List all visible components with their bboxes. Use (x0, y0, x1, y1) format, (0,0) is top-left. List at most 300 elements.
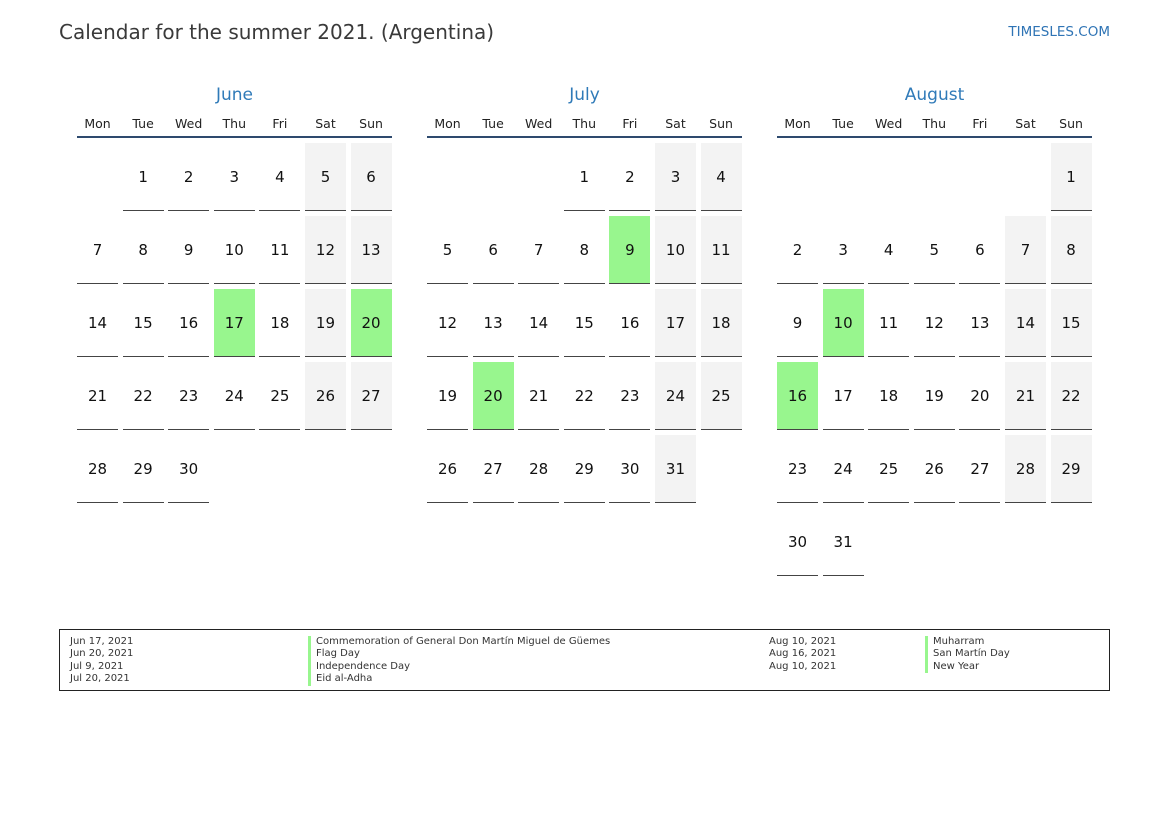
day-cell (259, 216, 300, 289)
day-number: 3 (838, 240, 848, 259)
day-number: 18 (701, 289, 742, 356)
day-underline (518, 356, 559, 357)
day-number: 24 (655, 362, 696, 429)
day-number: 30 (787, 532, 808, 551)
legend-holiday-name: New Year (925, 661, 1010, 673)
legend-date: Jul 9, 2021 (70, 660, 124, 672)
day-number: 2 (625, 167, 635, 186)
legend-names-left (308, 636, 610, 686)
day-underline (959, 502, 1000, 503)
day-underline (564, 429, 605, 430)
weekday-label: Fri (272, 116, 288, 131)
day-cell (701, 362, 742, 435)
day-cell (351, 216, 392, 289)
day-number: 12 (305, 216, 346, 283)
weekday-label: Thu (572, 116, 597, 131)
day-cell (777, 508, 818, 581)
months-container (77, 84, 1092, 584)
day-number: 13 (351, 216, 392, 283)
day-number: 25 (270, 386, 290, 405)
day-underline (351, 356, 392, 357)
day-number: 29 (574, 459, 594, 478)
day-grid (777, 143, 1092, 581)
day-cell (564, 143, 605, 216)
day-underline (473, 429, 514, 430)
day-cell (609, 362, 650, 435)
day-number: 21 (529, 386, 549, 405)
day-underline (655, 502, 696, 503)
day-number: 7 (92, 240, 103, 259)
day-cell (914, 216, 955, 289)
day-number: 1 (579, 167, 590, 186)
day-underline (868, 502, 909, 503)
day-number: 18 (879, 386, 899, 405)
month-title: August (904, 85, 965, 105)
day-cell (305, 143, 346, 216)
day-underline (77, 283, 118, 284)
empty-day-cell (823, 143, 864, 216)
day-number: 26 (305, 362, 346, 429)
day-cell (1051, 435, 1092, 508)
holiday-day-cell (777, 362, 818, 435)
day-underline (959, 429, 1000, 430)
day-number: 2 (792, 240, 803, 259)
day-number: 2 (183, 167, 194, 186)
day-underline (609, 210, 650, 211)
day-number: 27 (970, 459, 990, 478)
day-number: 7 (1005, 216, 1046, 283)
day-cell (823, 435, 864, 508)
day-cell (609, 289, 650, 362)
day-number: 20 (351, 289, 392, 356)
day-cell (1051, 216, 1092, 289)
weekday-header (77, 116, 392, 138)
day-underline (168, 283, 209, 284)
day-cell (1051, 143, 1092, 216)
day-cell (1051, 362, 1092, 435)
holiday-day-cell (823, 289, 864, 362)
weekday-header (427, 116, 742, 138)
day-number: 14 (1005, 289, 1046, 356)
day-cell (77, 216, 118, 289)
day-number: 26 (437, 459, 458, 478)
day-cell (655, 143, 696, 216)
day-cell (427, 216, 468, 289)
day-cell (959, 435, 1000, 508)
day-underline (305, 210, 346, 211)
day-underline (959, 356, 1000, 357)
day-underline (823, 429, 864, 430)
holiday-legend (59, 629, 1110, 691)
day-number: 25 (879, 459, 899, 478)
day-number: 23 (787, 459, 808, 478)
legend-holiday-name: Commemoration of General Don Martín Miguel de Güemes (308, 636, 610, 648)
day-cell (959, 362, 1000, 435)
day-cell (959, 289, 1000, 362)
day-cell (564, 289, 605, 362)
day-number: 3 (655, 143, 696, 210)
day-cell (823, 216, 864, 289)
day-number: 19 (437, 386, 458, 405)
empty-day-cell (518, 143, 559, 216)
legend-date: Jun 17, 2021 (70, 636, 134, 647)
day-underline (777, 502, 818, 503)
day-number: 31 (833, 532, 853, 551)
day-cell (868, 289, 909, 362)
day-number: 26 (924, 459, 944, 478)
legend-date: Jun 20, 2021 (70, 648, 134, 660)
day-number: 5 (929, 240, 940, 259)
empty-day-cell (868, 143, 909, 216)
weekday-label: Mon (84, 116, 111, 131)
day-underline (77, 502, 118, 503)
weekday-label: Sun (709, 116, 733, 131)
legend-holiday-name: Flag Day (308, 648, 610, 660)
day-number: 28 (87, 459, 108, 478)
day-cell (259, 289, 300, 362)
day-number: 27 (483, 459, 503, 478)
day-underline (823, 575, 864, 576)
day-number: 7 (533, 240, 544, 259)
day-underline (1051, 502, 1092, 503)
day-underline (259, 283, 300, 284)
day-underline (609, 429, 650, 430)
day-underline (823, 283, 864, 284)
day-cell (305, 216, 346, 289)
day-underline (1005, 502, 1046, 503)
day-cell (868, 362, 909, 435)
day-cell (168, 362, 209, 435)
day-number: 5 (305, 143, 346, 210)
day-underline (259, 210, 300, 211)
page-title: Calendar for the summer 2021. (Argentina) (59, 20, 495, 44)
day-cell (609, 143, 650, 216)
day-underline (777, 283, 818, 284)
day-cell (214, 362, 255, 435)
weekday-label: Fri (622, 116, 638, 131)
day-grid (77, 143, 392, 508)
day-number: 20 (473, 362, 514, 429)
day-cell (1005, 435, 1046, 508)
day-cell (123, 289, 164, 362)
day-underline (123, 429, 164, 430)
day-underline (123, 356, 164, 357)
legend-date: Aug 16, 2021 (769, 648, 837, 660)
day-underline (609, 356, 650, 357)
legend-names-right (925, 636, 1010, 673)
day-cell (259, 143, 300, 216)
day-cell (214, 216, 255, 289)
day-underline (1051, 210, 1092, 211)
day-number: 16 (620, 313, 640, 332)
day-number: 21 (87, 386, 108, 405)
weekday-label: Sat (1015, 116, 1036, 131)
weekday-label: Thu (222, 116, 247, 131)
weekday-label: Sun (1059, 116, 1083, 131)
day-underline (868, 356, 909, 357)
day-number: 22 (1051, 362, 1092, 429)
weekday-label: Tue (832, 116, 854, 131)
day-underline (214, 356, 255, 357)
day-number: 11 (270, 240, 290, 259)
day-cell (473, 289, 514, 362)
day-underline (1005, 356, 1046, 357)
day-underline (351, 283, 392, 284)
day-underline (1005, 283, 1046, 284)
empty-day-cell (777, 143, 818, 216)
day-cell (168, 289, 209, 362)
day-number: 4 (701, 143, 742, 210)
weekday-label: Tue (482, 116, 504, 131)
day-number: 16 (179, 313, 199, 332)
day-number: 22 (133, 386, 153, 405)
day-underline (351, 429, 392, 430)
day-number: 17 (214, 289, 255, 356)
holiday-day-cell (473, 362, 514, 435)
day-cell (123, 143, 164, 216)
day-number: 10 (823, 289, 864, 356)
empty-day-cell (1005, 143, 1046, 216)
weekday-label: Thu (922, 116, 947, 131)
day-number: 28 (1005, 435, 1046, 502)
day-underline (609, 502, 650, 503)
day-number: 30 (179, 459, 199, 478)
legend-dates-left (70, 636, 133, 686)
day-underline (427, 502, 468, 503)
day-cell (914, 289, 955, 362)
day-underline (305, 283, 346, 284)
day-number: 4 (883, 240, 894, 259)
day-underline (914, 283, 955, 284)
day-underline (473, 283, 514, 284)
weekday-label: Sat (665, 116, 686, 131)
day-underline (868, 283, 909, 284)
day-number: 3 (229, 167, 240, 186)
day-cell (655, 362, 696, 435)
day-underline (168, 356, 209, 357)
day-underline (305, 429, 346, 430)
day-underline (777, 429, 818, 430)
holiday-day-cell (214, 289, 255, 362)
day-number: 14 (529, 313, 549, 332)
day-underline (701, 429, 742, 430)
day-underline (427, 429, 468, 430)
day-cell (427, 362, 468, 435)
day-cell (868, 216, 909, 289)
day-number: 23 (179, 386, 199, 405)
day-underline (77, 429, 118, 430)
day-underline (701, 210, 742, 211)
day-number: 8 (579, 240, 590, 259)
day-underline (564, 283, 605, 284)
day-underline (609, 283, 650, 284)
day-cell (518, 362, 559, 435)
day-number: 30 (620, 459, 640, 478)
day-underline (473, 356, 514, 357)
day-underline (655, 210, 696, 211)
day-cell (351, 143, 392, 216)
day-underline (823, 356, 864, 357)
weekday-label: Tue (132, 116, 154, 131)
legend-date: Aug 10, 2021 (769, 636, 837, 647)
day-underline (259, 429, 300, 430)
day-underline (701, 356, 742, 357)
day-cell (564, 216, 605, 289)
day-cell (473, 435, 514, 508)
weekday-label: Mon (434, 116, 461, 131)
day-cell (77, 362, 118, 435)
empty-day-cell (914, 143, 955, 216)
legend-date: Aug 10, 2021 (769, 660, 837, 672)
day-cell (609, 435, 650, 508)
day-cell (564, 362, 605, 435)
day-underline (655, 429, 696, 430)
day-underline (1051, 429, 1092, 430)
weekday-header (777, 116, 1092, 138)
day-number: 9 (183, 240, 194, 259)
day-number: 16 (777, 362, 818, 429)
day-number: 4 (275, 167, 285, 186)
day-number: 29 (1051, 435, 1092, 502)
day-number: 17 (833, 386, 853, 405)
day-underline (427, 356, 468, 357)
day-cell (1005, 289, 1046, 362)
day-underline (351, 210, 392, 211)
day-cell (518, 289, 559, 362)
day-underline (168, 210, 209, 211)
day-underline (1051, 356, 1092, 357)
day-number: 6 (975, 240, 985, 259)
day-underline (214, 210, 255, 211)
day-cell (77, 435, 118, 508)
day-underline (518, 283, 559, 284)
day-cell (427, 289, 468, 362)
day-cell (123, 216, 164, 289)
empty-day-cell (77, 143, 118, 216)
legend-holiday-name: San Martín Day (925, 648, 1010, 660)
month-august (777, 84, 1092, 581)
day-number: 18 (270, 313, 290, 332)
day-underline (259, 356, 300, 357)
day-cell (427, 435, 468, 508)
day-cell (518, 216, 559, 289)
day-number: 15 (133, 313, 153, 332)
site-link[interactable]: TIMESLES.COM (1008, 24, 1110, 40)
day-underline (1005, 429, 1046, 430)
day-cell (655, 289, 696, 362)
weekday-label: Wed (875, 116, 903, 131)
day-number: 24 (833, 459, 853, 478)
day-number: 1 (1051, 143, 1092, 210)
legend-dates-right (769, 636, 836, 673)
day-underline (168, 502, 209, 503)
day-underline (655, 356, 696, 357)
day-number: 9 (792, 313, 803, 332)
day-number: 24 (224, 386, 244, 405)
day-number: 5 (442, 240, 453, 259)
day-number: 1 (138, 167, 148, 186)
day-number: 27 (351, 362, 392, 429)
empty-day-cell (473, 143, 514, 216)
day-number: 8 (1051, 216, 1092, 283)
day-number: 17 (655, 289, 696, 356)
day-cell (351, 362, 392, 435)
day-cell (914, 362, 955, 435)
month-title: July (569, 85, 600, 105)
weekday-label: Wed (525, 116, 553, 131)
day-cell (168, 435, 209, 508)
day-underline (777, 575, 818, 576)
day-number: 20 (970, 386, 990, 405)
day-number: 15 (574, 313, 594, 332)
day-underline (1051, 283, 1092, 284)
day-cell (777, 289, 818, 362)
legend-holiday-name: Muharram (925, 636, 1010, 648)
weekday-label: Wed (175, 116, 203, 131)
month-july (427, 84, 742, 508)
day-underline (701, 283, 742, 284)
day-underline (427, 283, 468, 284)
day-underline (914, 429, 955, 430)
legend-holiday-name: Independence Day (308, 661, 610, 673)
day-cell (77, 289, 118, 362)
legend-date: Jul 20, 2021 (70, 673, 130, 685)
day-number: 15 (1051, 289, 1092, 356)
day-number: 28 (529, 459, 549, 478)
day-underline (914, 502, 955, 503)
day-cell (701, 289, 742, 362)
day-number: 13 (483, 313, 503, 332)
day-cell (777, 435, 818, 508)
day-number: 13 (970, 313, 990, 332)
day-cell (123, 362, 164, 435)
day-underline (564, 502, 605, 503)
month-title: June (215, 85, 254, 105)
day-underline (518, 502, 559, 503)
day-cell (777, 216, 818, 289)
day-underline (77, 356, 118, 357)
day-number: 31 (655, 435, 696, 502)
day-cell (473, 216, 514, 289)
empty-day-cell (959, 143, 1000, 216)
day-underline (564, 210, 605, 211)
day-number: 14 (87, 313, 108, 332)
day-cell (914, 435, 955, 508)
day-cell (214, 143, 255, 216)
month-june (77, 84, 392, 508)
day-underline (655, 283, 696, 284)
day-number: 12 (437, 313, 458, 332)
day-number: 22 (574, 386, 594, 405)
day-cell (1005, 216, 1046, 289)
day-underline (777, 356, 818, 357)
weekday-label: Sun (359, 116, 383, 131)
day-cell (959, 216, 1000, 289)
day-number: 10 (655, 216, 696, 283)
day-cell (823, 508, 864, 581)
day-underline (473, 502, 514, 503)
day-grid (427, 143, 742, 508)
weekday-label: Fri (972, 116, 988, 131)
day-cell (701, 143, 742, 216)
day-underline (214, 429, 255, 430)
day-number: 11 (701, 216, 742, 283)
day-number: 21 (1005, 362, 1046, 429)
weekday-label: Sat (315, 116, 336, 131)
day-number: 6 (351, 143, 392, 210)
day-cell (655, 435, 696, 508)
day-cell (168, 143, 209, 216)
